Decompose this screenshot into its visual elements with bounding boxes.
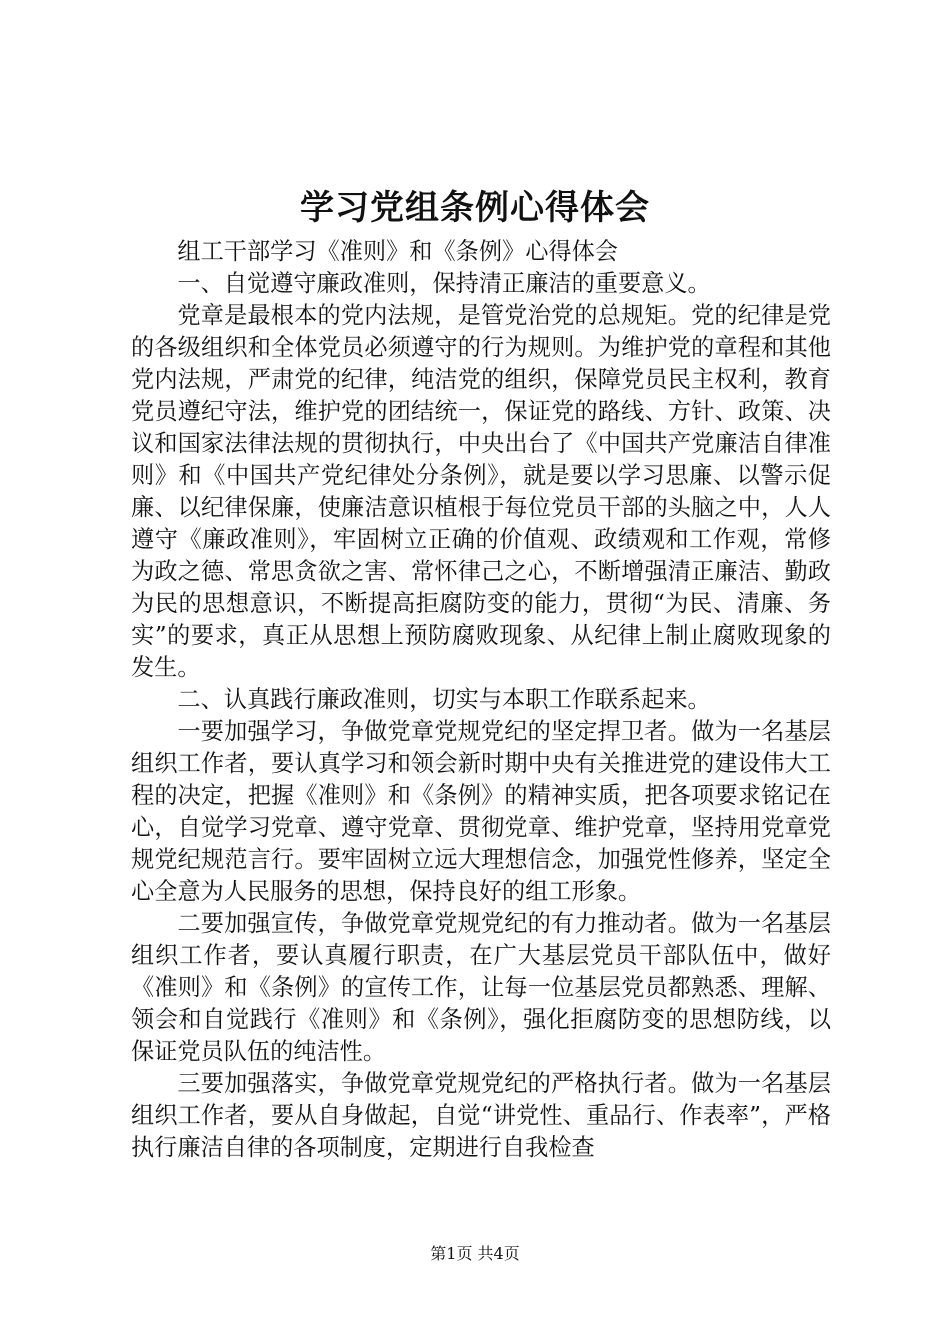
document-title: 学习党组条例心得体会	[300, 188, 650, 228]
paragraph-section-1-body: 党章是最根本的党内法规，是管党治党的总规矩。党的纪律是党的各级组织和全体党员必须遵守的行为规则。为维护党的章程和其他党内法规，严肃党的纪律，纯洁党的组织，保障党员民主权利，教育党员遵纪守法，维护党的团结统一，保证党的路线、方针、政策、决议和国家法律法规的贯彻执行，中央出台了《中国共产党廉洁自律准则》和《中国共产党纪律处分条例》，就是要以学习思廉、以警示促廉、以纪律保廉，使廉洁意识植根于每位党员干部的头脑之中，人人遵守《廉政准则》，牢固树立正确的价值观、政绩观和工作观，常修为政之德、常思贪欲之害、常怀律己之心，不断增强清正廉洁、勤政为民的思想意识，不断提高拒腐防变的能力，贯彻“为民、清廉、务实”的要求，真正从思想上预防腐败现象、从纪律上制止腐败现象的发生。	[131, 302, 831, 681]
page-number-footer: 第1页 共4页	[430, 1244, 520, 1263]
paragraph-subtitle: 组工干部学习《准则》和《条例》心得体会	[177, 238, 618, 265]
paragraph-section-2-heading: 二、认真践行廉政准则，切实与本职工作联系起来。	[177, 686, 711, 713]
document-body	[131, 236, 831, 1164]
paragraph-section-1-heading: 一、自觉遵守廉政准则，保持清正廉洁的重要意义。	[177, 270, 711, 297]
paragraph-point-1: 一要加强学习，争做党章党规党纪的坚定捍卫者。做为一名基层组织工作者，要认真学习和领会新时期中央有关推进党的建设伟大工程的决定，把握《准则》和《条例》的精神实质，把各项要求铭记在心，自觉学习党章、遵守党章、贯彻党章、维护党章，坚持用党章党规党纪规范言行。要牢固树立远大理想信念，加强党性修养，坚定全心全意为人民服务的思想，保持良好的组工形象。	[131, 718, 831, 905]
paragraph-point-2: 二要加强宣传，争做党章党规党纪的有力推动者。做为一名基层组织工作者，要认真履行职责，在广大基层党员干部队伍中，做好《准则》和《条例》的宣传工作，让每一位基层党员都熟悉、理解、领会和自觉践行《准则》和《条例》，强化拒腐防变的思想防线，以保证党员队伍的纯洁性。	[131, 910, 831, 1065]
paragraph-point-3: 三要加强落实，争做党章党规党纪的严格执行者。做为一名基层组织工作者，要从自身做起，自觉“讲党性、重品行、作表率”，严格执行廉洁自律的各项制度，定期进行自我检查	[131, 1070, 831, 1161]
